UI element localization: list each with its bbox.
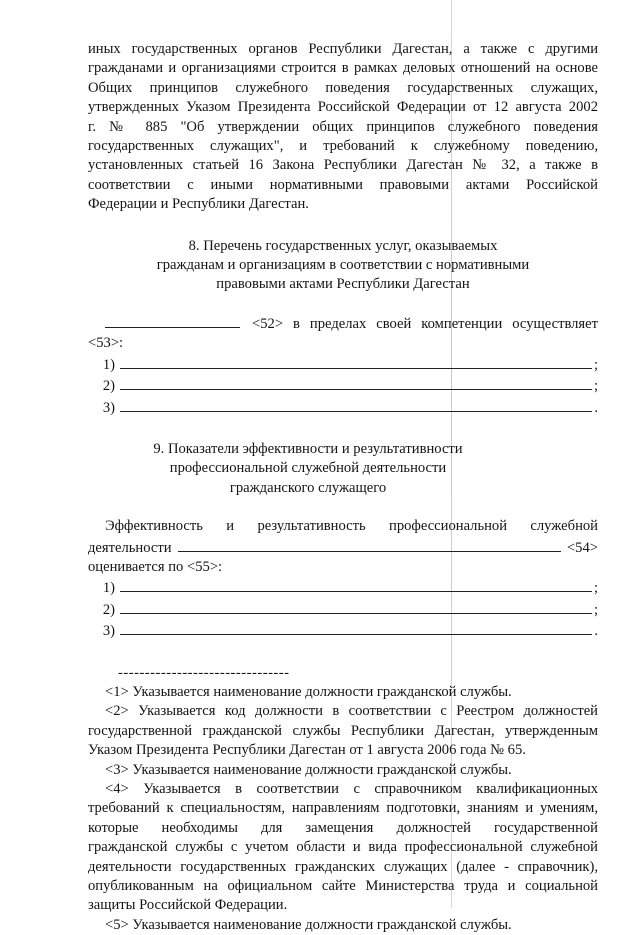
footnote-4-line: деятельности государственных гражданских служащих (далее - справочник), [88,858,598,875]
footnote-4-line: опубликованным на официальном сайте Министерства труда и социальной [88,878,598,895]
section-8-body [88,314,598,418]
item-end: ; [593,378,598,395]
fill-in-blank[interactable] [105,314,240,328]
section-9-text-line: Эффективность и результативность профессиональной служебной [105,518,598,535]
document-page [88,40,598,935]
list-item [88,599,598,620]
list-item [88,375,598,396]
list-item [88,354,598,375]
heading-line: профессиональной служебной деятельности [169,460,447,477]
fill-in-line[interactable] [120,577,592,592]
section-8-heading [88,237,598,295]
item-end: ; [593,580,598,597]
heading-line: правовыми актами Республики Дагестан [216,276,470,293]
section-9-text: деятельности [88,539,172,556]
section-9-text-line [88,537,598,558]
heading-line: 8. Перечень государственных услуг, оказываемых [188,237,498,254]
footnote-separator: -------------------------------- [118,664,290,681]
footnote-5: <5> Указывается наименование должности гражданской службы. [105,916,512,933]
text-line: государственных служащих", и требований к служебному поведению, [88,138,598,155]
text-line: Общих принципов служебного поведения государственных служащих, [88,79,598,96]
footnote-2-line: государственной гражданской службы Республики Дагестан, утвержденным [88,722,598,739]
list-item [88,397,598,418]
item-number: 2) [102,601,115,618]
section-8-text: <52> в пределах своей компетенции осуществляет [252,315,598,332]
footnote-4-line: <4> Указывается в соответствии с справочником квалификационных [105,781,598,797]
fill-in-line[interactable] [120,599,592,614]
text-line: г. № 885 "Об утверждении общих принципов служебного поведения [88,118,598,135]
text-line: утвержденных Указом Президента Российской Федерации от 12 августа 2002 [88,99,598,116]
section-9-text-line: оценивается по <55>: [88,558,223,575]
list-item [88,620,598,641]
footnote-1: <1> Указывается наименование должности гражданской службы. [105,683,512,700]
item-number: 1) [102,356,115,373]
heading-line: гражданского служащего [229,479,387,496]
footnote-4-line: гражданской службы с учетом области и вида профессиональной служебной [88,839,598,856]
section-9-heading [88,440,598,498]
footnote-2-line: Указом Президента Республики Дагестан от 1 августа 2006 года № 65. [88,742,526,759]
section-9-body [88,517,598,641]
section-8-text-line: <53>: [88,335,124,352]
footnote-3: <3> Указывается наименование должности гражданской службы. [105,761,512,778]
item-number: 3) [102,623,115,640]
item-number: 3) [102,399,115,416]
item-end: . [594,399,598,416]
fill-in-line[interactable] [178,537,561,552]
item-end: . [594,623,598,640]
fill-in-line[interactable] [120,397,592,412]
text-line: установленных статьей 16 Закона Республики Дагестан № 32, а также в [88,157,598,174]
fill-in-line[interactable] [120,354,592,369]
heading-line: 9. Показатели эффективности и результативности [153,440,463,457]
item-number: 1) [102,580,115,597]
item-end: ; [593,601,598,618]
section-9-text: <54> [566,539,598,556]
list-item [88,577,598,598]
item-number: 2) [102,378,115,395]
fill-in-line[interactable] [120,620,592,635]
footnote-2-line: <2> Указывается код должности в соответствии с Реестром должностей [105,703,598,720]
text-line: соответствии с иными нормативными правовыми актами Российской [88,176,598,193]
footnote-4-line: защиты Российской Федерации. [88,897,288,914]
section-8-text-line [88,314,598,334]
footnote-4-line: требований к специальностям, направлениям подготовки, знаниям и умениям, [88,800,598,817]
fill-in-line[interactable] [120,375,592,390]
item-end: ; [593,356,598,373]
text-line: Федерации и Республики Дагестан. [88,196,309,213]
heading-line: гражданам и организациям в соответствии с нормативными [156,257,530,274]
intro-paragraph [88,40,598,215]
footnotes [88,683,598,935]
footnote-4-line: которые необходимы для замещения должностей государственной [88,819,598,836]
text-line: иных государственных органов Республики Дагестан, а также с другими [88,41,598,57]
text-line: гражданами и организациями строится в рамках деловых отношений на основе [88,60,598,77]
